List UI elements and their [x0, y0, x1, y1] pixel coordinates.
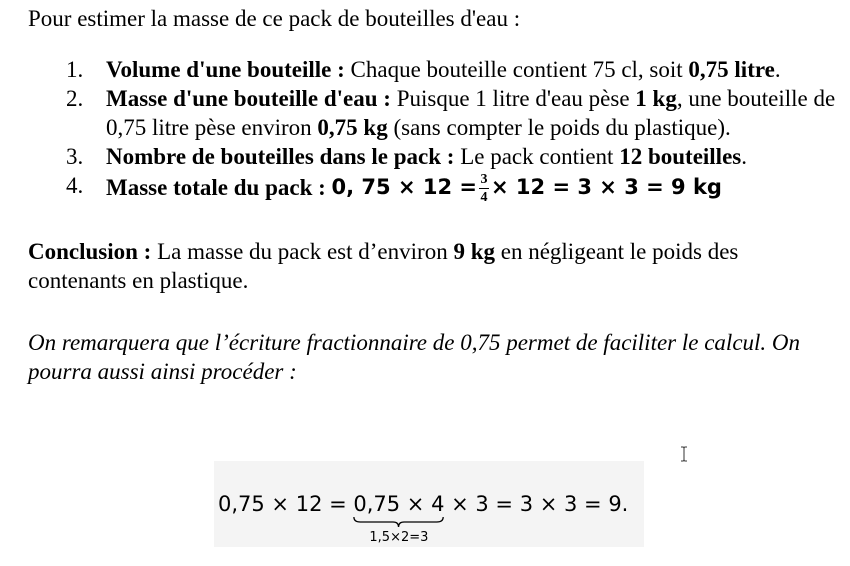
- step-number: 4.: [66, 173, 84, 198]
- conclusion-paragraph: [28, 237, 838, 295]
- step-text: (sans compter le poids du plastique).: [387, 115, 731, 140]
- step-number: 1.: [66, 57, 84, 82]
- step-text: Le pack contient: [454, 144, 620, 169]
- conclusion-text: en négligeant le poids des contenants en plastique.: [28, 239, 739, 293]
- braced-term: [353, 491, 445, 545]
- fraction: [479, 172, 489, 205]
- conclusion-text: La masse du pack est d’environ: [151, 239, 454, 264]
- text-cursor-icon: [679, 446, 689, 462]
- conclusion-emphasis: 9 kg: [453, 239, 495, 264]
- formula-right: × 12 = 3 × 3 = 9 kg: [491, 175, 722, 199]
- document-body: [28, 4, 838, 386]
- remark-paragraph: On remarquera que l’écriture fractionnaire de 0,75 permet de faciliter le calcul. On pourra aussi ainsi procéder :: [28, 330, 801, 384]
- calculation-box: [214, 461, 644, 547]
- calc-braced: 0,75 × 4: [353, 492, 445, 516]
- step-emphasis: 1 kg: [635, 86, 677, 111]
- list-item-4: [28, 171, 838, 204]
- fraction-bar: [479, 188, 489, 189]
- steps-list: [28, 55, 838, 204]
- formula-left: 0, 75 × 12 =: [331, 175, 478, 199]
- math-line: [106, 171, 838, 204]
- step-text: Chaque bouteille contient 75 cl, soit: [344, 57, 689, 82]
- step-text: .: [774, 57, 781, 82]
- fraction-denominator: 4: [480, 190, 488, 205]
- calc-left: 0,75 × 12 =: [218, 492, 354, 516]
- list-item-3: [28, 142, 838, 171]
- step-text: Puisque 1 litre d'eau pèse: [390, 86, 636, 111]
- underbrace-icon: [353, 516, 444, 528]
- step-number: 3.: [66, 144, 84, 169]
- list-item-2: [28, 84, 838, 142]
- step-title: Nombre de bouteilles dans le pack :: [106, 144, 455, 169]
- conclusion-label: Conclusion :: [28, 239, 152, 264]
- step-emphasis: 0,75 kg: [317, 115, 388, 140]
- step-emphasis: 0,75 litre: [688, 57, 775, 82]
- step-emphasis: 12 bouteilles: [619, 144, 742, 169]
- step-title: Masse totale du pack :: [106, 175, 326, 200]
- step-text: , une bouteille de 0,75 litre pèse environ: [106, 86, 836, 140]
- fraction-numerator: 3: [480, 172, 488, 187]
- underbrace-label: 1,5×2=3: [369, 530, 429, 545]
- step-title: Masse d'une bouteille d'eau :: [106, 86, 391, 111]
- intro-text: Pour estimer la masse de ce pack de bouteilles d'eau :: [28, 6, 521, 31]
- step-title: Volume d'une bouteille :: [106, 57, 345, 82]
- calculation-formula: [218, 491, 629, 545]
- step-text: .: [741, 144, 747, 169]
- list-item-1: [28, 55, 838, 84]
- step-number: 2.: [66, 86, 84, 111]
- calc-right: × 3 = 3 × 3 = 9.: [444, 492, 629, 516]
